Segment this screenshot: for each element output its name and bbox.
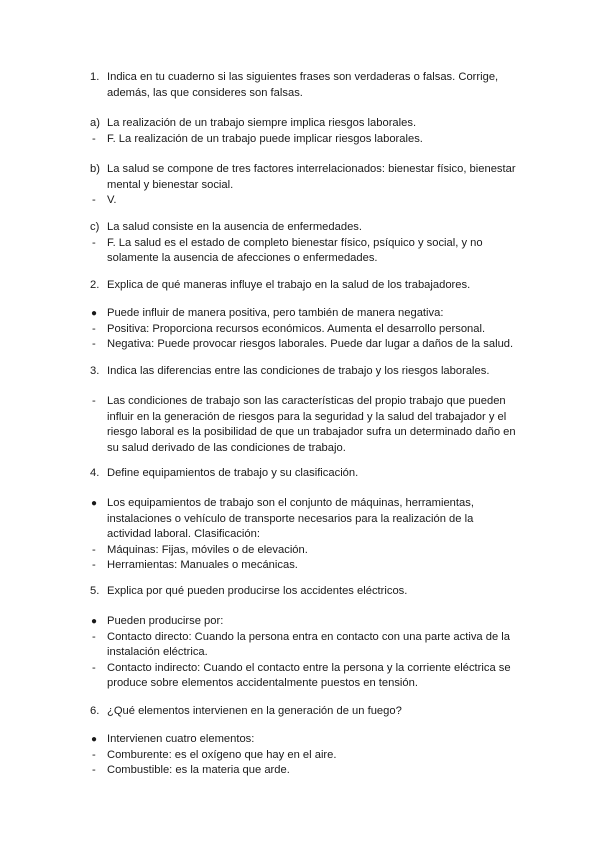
bullet-marker: ● — [91, 616, 98, 627]
item-letter: b) — [90, 163, 100, 175]
answer-2 — [90, 306, 520, 353]
list-item: Contacto indirecto: Cuando el contacto entre la persona y la corriente eléctrica se produce sobre elementos accidentalmente puestos en tensión. — [107, 661, 511, 690]
dash-marker: - — [92, 630, 96, 643]
answer-text: F. La salud es el estado de completo bienestar físico, psíquico y social, y no solamente la ausencia de afecciones o enfermedades. — [107, 236, 483, 265]
answer-text: Pueden producirse por: — [107, 615, 224, 627]
question-number: 2. — [90, 279, 100, 291]
question-1b — [90, 162, 520, 209]
answer-text: V. — [107, 194, 117, 207]
question-text: Explica de qué maneras influye el trabajo en la salud de los trabajadores. — [107, 279, 471, 291]
answer-text: Puede influir de manera positiva, pero también de manera negativa: — [107, 307, 444, 319]
question-1 — [90, 70, 520, 101]
dash-marker: - — [92, 748, 96, 761]
question-number: 3. — [90, 365, 100, 377]
answer-6 — [90, 732, 520, 779]
question-3 — [90, 364, 520, 380]
list-item: Herramientas: Manuales o mecánicas. — [107, 559, 298, 572]
question-text: Define equipamientos de trabajo y su clasificación. — [107, 467, 359, 479]
question-text: Explica por qué pueden producirse los accidentes eléctricos. — [107, 585, 408, 597]
answer-text: Las condiciones de trabajo son las características del propio trabajo que pueden influir en la generación de riesgos para la seguridad y la salud del trabajador y el riesgo laboral es la posibilidad de que un trabajador sufra un determinado daño en su salud derivado de las condiciones de trabajo. — [107, 395, 516, 454]
question-1c — [90, 220, 520, 267]
question-number: 4. — [90, 467, 100, 479]
list-item: Comburente: es el oxígeno que hay en el aire. — [107, 748, 337, 761]
answer-text: Los equipamientos de trabajo son el conjunto de máquinas, herramientas, instalaciones o vehículo de transporte necesarios para la realización de la actividad laboral. Clasificación: — [107, 497, 474, 541]
dash-marker: - — [92, 661, 96, 674]
question-4 — [90, 466, 520, 482]
list-item: Contacto directo: Cuando la persona entra en contacto con una parte activa de la instalación eléctrica. — [107, 630, 511, 659]
dash-marker: - — [92, 395, 96, 407]
dash-marker: - — [92, 338, 96, 351]
question-6 — [90, 704, 520, 720]
dash-marker: - — [92, 322, 96, 335]
list-item: Máquinas: Fijas, móviles o de elevación. — [107, 543, 308, 556]
statement-text: La salud consiste en la ausencia de enfermedades. — [107, 221, 362, 233]
dash-marker: - — [92, 236, 96, 249]
answer-3 — [90, 394, 520, 456]
item-letter: c) — [90, 221, 100, 233]
dash-marker: - — [92, 132, 96, 145]
dash-marker: - — [92, 194, 96, 207]
answer-text: Intervienen cuatro elementos: — [107, 733, 255, 745]
question-text: Indica en tu cuaderno si las siguientes frases son verdaderas o falsas. Corrige, además, las que consideres son falsas. — [107, 71, 499, 99]
answer-text: F. La realización de un trabajo puede implicar riesgos laborales. — [107, 132, 423, 145]
question-text: Indica las diferencias entre las condiciones de trabajo y los riesgos laborales. — [107, 365, 490, 377]
bullet-marker: ● — [91, 734, 98, 745]
bullet-marker: ● — [91, 308, 98, 319]
dash-marker: - — [92, 559, 96, 572]
dash-marker: - — [92, 543, 96, 556]
question-number: 6. — [90, 705, 100, 717]
dash-marker: - — [92, 764, 96, 777]
item-letter: a) — [90, 117, 100, 129]
question-text: ¿Qué elementos intervienen en la generación de un fuego? — [107, 705, 402, 717]
question-2 — [90, 278, 520, 294]
list-item: Positiva: Proporciona recursos económicos. Aumenta el desarrollo personal. — [107, 322, 486, 335]
question-1a — [90, 116, 520, 147]
list-item: Negativa: Puede provocar riesgos laborales. Puede dar lugar a daños de la salud. — [107, 338, 514, 351]
question-number: 5. — [90, 585, 100, 597]
statement-text: La realización de un trabajo siempre implica riesgos laborales. — [107, 117, 417, 129]
answer-4 — [90, 496, 520, 574]
list-item: Combustible: es la materia que arde. — [107, 764, 290, 777]
statement-text: La salud se compone de tres factores interrelacionados: bienestar físico, bienestar mental y bienestar social. — [107, 163, 516, 191]
answer-5 — [90, 614, 520, 692]
bullet-marker: ● — [91, 498, 98, 509]
question-5 — [90, 584, 520, 600]
question-number: 1. — [90, 71, 100, 83]
